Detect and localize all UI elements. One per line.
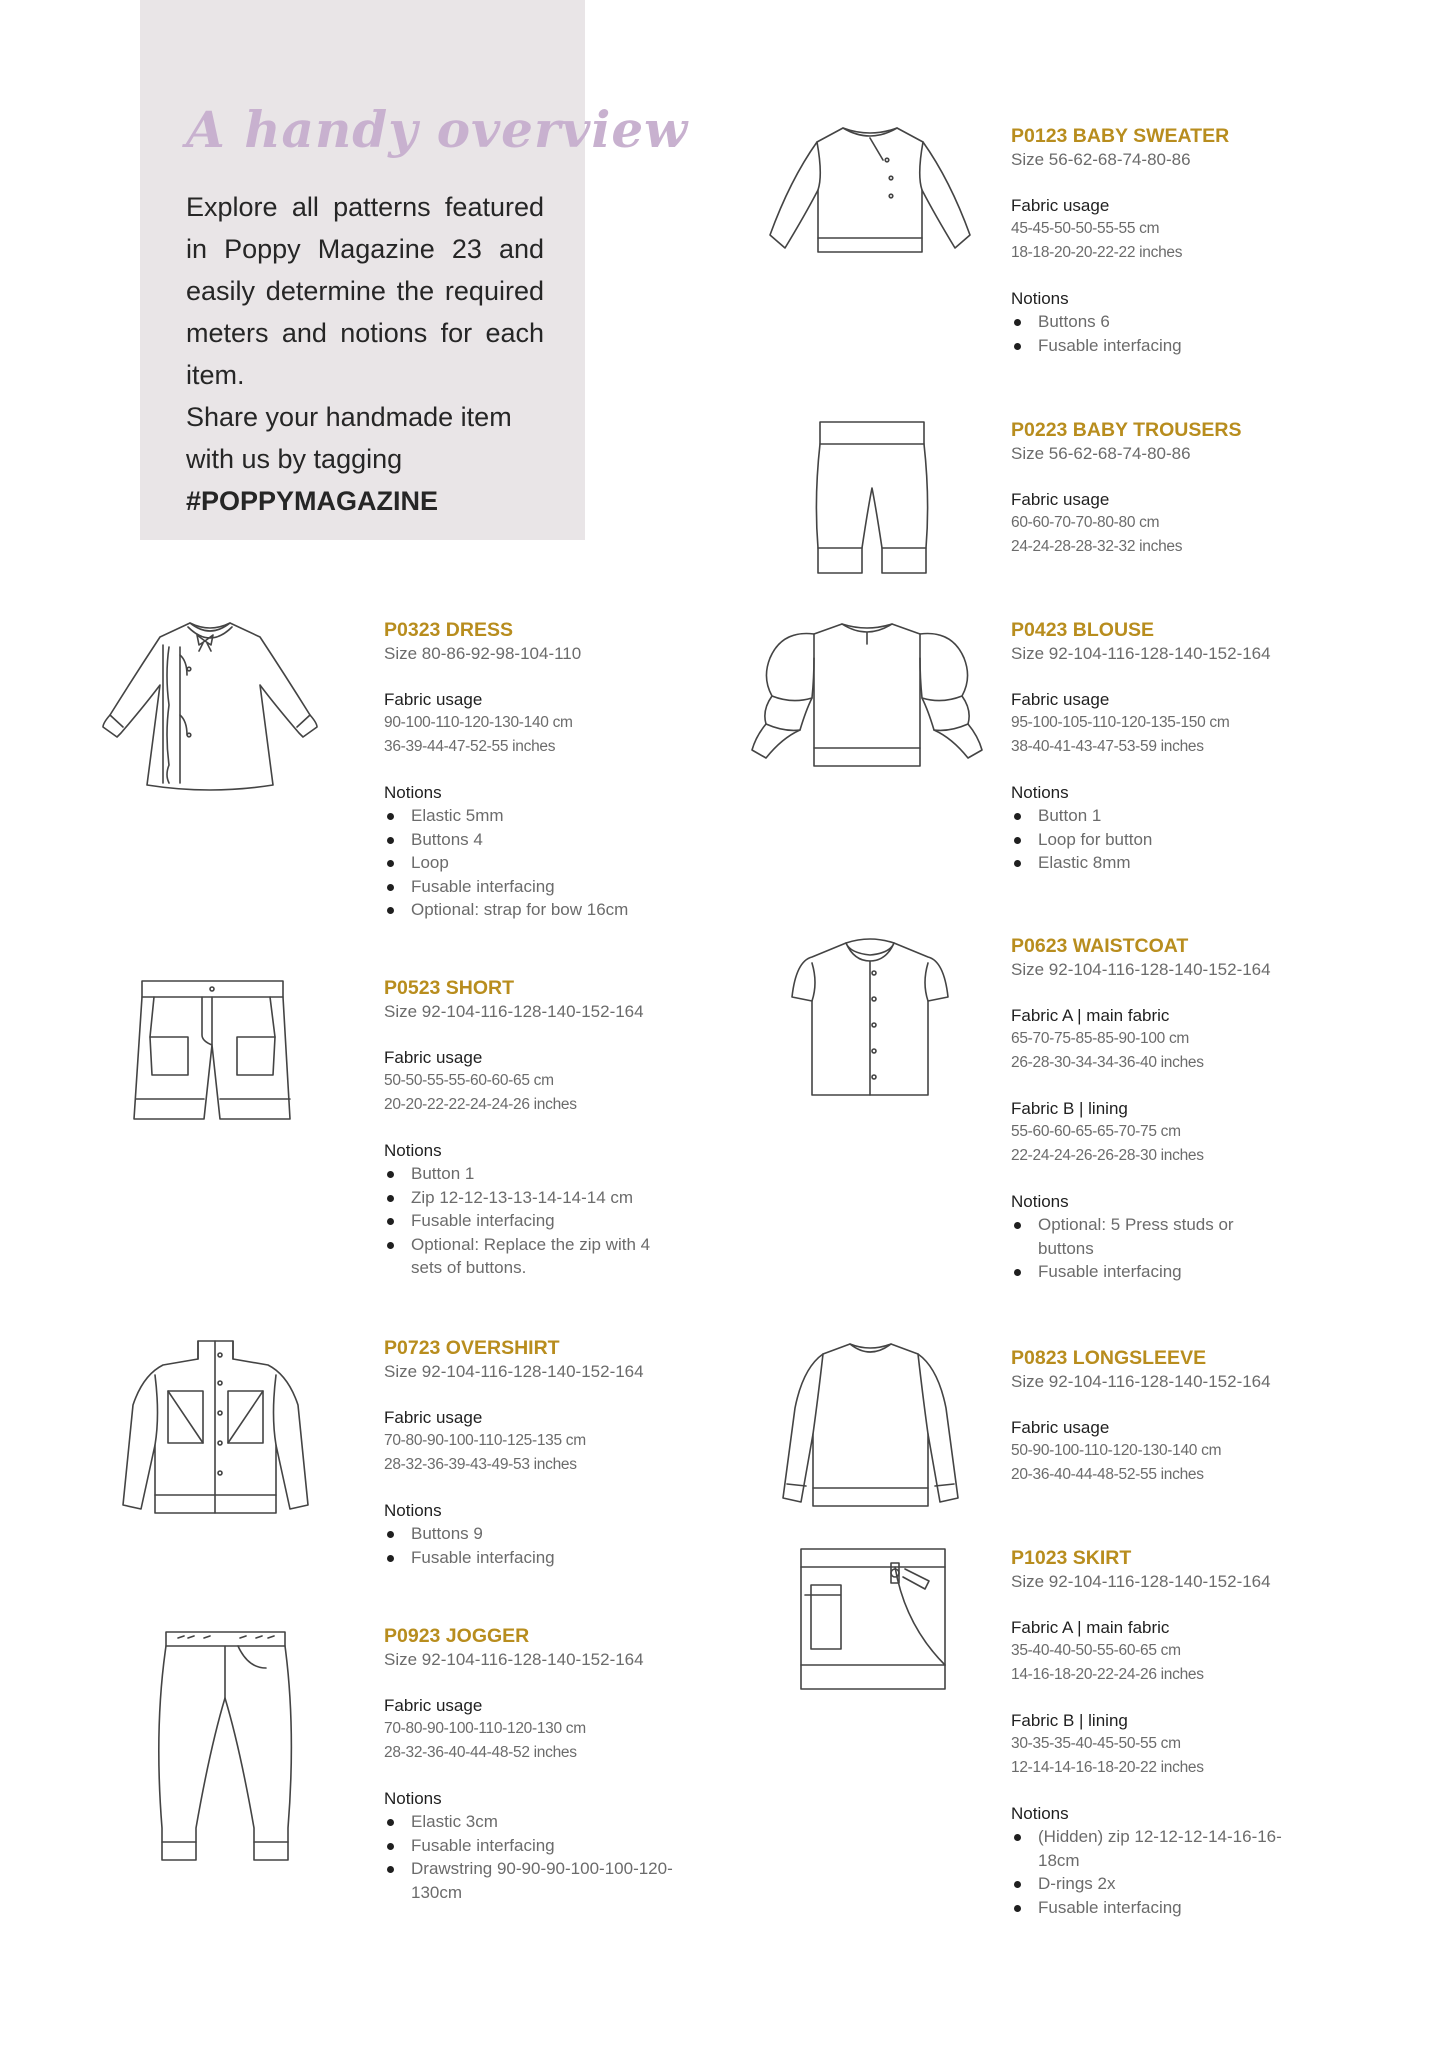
intro-share [186, 396, 556, 522]
fabric-b-label: Fabric B | lining [1011, 1711, 1128, 1730]
fabric-a-inches: 14-16-18-20-22-24-26 inches [1011, 1665, 1204, 1683]
notion-item: Fusable interfacing [384, 1209, 684, 1233]
fabric-a-cm: 65-70-75-85-85-90-100 cm [1011, 1030, 1190, 1047]
notion-item: Elastic 8mm [1011, 851, 1311, 875]
pattern-size: Size 92-104-116-128-140-152-164 [384, 1650, 644, 1669]
notion-item: Buttons 9 [384, 1522, 684, 1546]
pattern-p0823 [1011, 1346, 1311, 1486]
pattern-p0923 [384, 1624, 684, 1904]
fabric-a-label: Fabric A | main fabric [1011, 1618, 1170, 1637]
fabric-inches: 18-18-20-20-22-22 inches [1011, 243, 1183, 261]
intro-text: Explore all patterns featured in Poppy Magazine 23 and easily determine the required meters and notions for each item. [186, 192, 544, 390]
pattern-size: Size 92-104-116-128-140-152-164 [1011, 1572, 1271, 1591]
fabric-cm: 50-50-55-55-60-60-65 cm [384, 1072, 554, 1089]
fabric-inches: 20-20-22-22-24-24-26 inches [384, 1095, 577, 1113]
pattern-title: P0623 WAISTCOAT [1011, 935, 1189, 957]
fabric-b-cm: 55-60-60-65-65-70-75 cm [1011, 1123, 1181, 1140]
baby-sweater-sketch [765, 120, 975, 260]
pattern-title: P0523 SHORT [384, 977, 515, 999]
fabric-cm: 95-100-105-110-120-135-150 cm [1011, 714, 1230, 731]
fabric-cm: 70-80-90-100-110-125-135 cm [384, 1432, 586, 1449]
notions-list [384, 1810, 684, 1904]
notions-list [384, 1522, 684, 1569]
fabric-usage-label: Fabric usage [384, 690, 483, 709]
pattern-size: Size 92-104-116-128-140-152-164 [384, 1002, 644, 1021]
blouse-sketch [742, 618, 992, 768]
intro-box [140, 0, 689, 540]
baby-trousers-sketch [812, 418, 932, 576]
pattern-p0123 [1011, 124, 1311, 357]
pattern-p0223 [1011, 418, 1311, 558]
notions-label: Notions [1011, 1192, 1069, 1211]
intro-share-text: Share your handmade item with us by tagging [186, 402, 512, 474]
fabric-usage-label: Fabric usage [1011, 196, 1110, 215]
fabric-inches: 36-39-44-47-52-55 inches [384, 737, 556, 755]
waistcoat-sketch [788, 933, 953, 1098]
pattern-p1023 [1011, 1546, 1311, 1919]
intro-title: A handy overview [186, 100, 689, 159]
pattern-size: Size 56-62-68-74-80-86 [1011, 444, 1191, 463]
notion-item: Fusable interfacing [384, 1834, 684, 1858]
pattern-size: Size 92-104-116-128-140-152-164 [1011, 644, 1271, 663]
notions-list [1011, 310, 1311, 357]
pattern-title: P0123 BABY SWEATER [1011, 125, 1230, 147]
fabric-usage-label: Fabric usage [1011, 690, 1110, 709]
notion-item: Optional: 5 Press studs or buttons [1011, 1213, 1268, 1260]
fabric-cm: 50-90-100-110-120-130-140 cm [1011, 1442, 1222, 1459]
pattern-size: Size 56-62-68-74-80-86 [1011, 150, 1191, 169]
fabric-cm: 60-60-70-70-80-80 cm [1011, 514, 1160, 531]
fabric-cm: 90-100-110-120-130-140 cm [384, 714, 573, 731]
skirt-sketch [795, 1545, 970, 1693]
overshirt-sketch [118, 1335, 313, 1525]
fabric-b-cm: 30-35-35-40-45-50-55 cm [1011, 1735, 1181, 1752]
notion-item: Loop [384, 851, 684, 875]
dress-sketch [95, 615, 325, 795]
fabric-inches: 24-24-28-28-32-32 inches [1011, 537, 1183, 555]
notions-list [1011, 1825, 1311, 1919]
notion-item: Zip 12-12-13-13-14-14-14 cm [384, 1186, 684, 1210]
pattern-title: P0923 JOGGER [384, 1625, 530, 1647]
pattern-title: P0723 OVERSHIRT [384, 1337, 560, 1359]
fabric-inches: 28-32-36-40-44-48-52 inches [384, 1743, 577, 1761]
fabric-a-inches: 26-28-30-34-34-36-40 inches [1011, 1053, 1204, 1071]
fabric-b-label: Fabric B | lining [1011, 1099, 1128, 1118]
notion-item: D-rings 2x [1011, 1872, 1311, 1896]
pattern-title: P0823 LONGSLEEVE [1011, 1347, 1207, 1369]
pattern-p0623 [1011, 934, 1311, 1284]
notions-label: Notions [384, 783, 442, 802]
notion-item: Button 1 [384, 1162, 684, 1186]
fabric-cm: 70-80-90-100-110-120-130 cm [384, 1720, 586, 1737]
notion-item: Fusable interfacing [384, 875, 684, 899]
notion-item: Fusable interfacing [384, 1546, 684, 1570]
short-sketch [130, 975, 295, 1123]
notion-item: Drawstring 90-90-90-100-100-120-130cm [384, 1857, 681, 1904]
fabric-b-inches: 22-24-24-26-26-28-30 inches [1011, 1146, 1204, 1164]
notion-item: Fusable interfacing [1011, 1896, 1311, 1920]
fabric-b-inches: 12-14-14-16-18-20-22 inches [1011, 1758, 1204, 1776]
fabric-usage-label: Fabric usage [384, 1696, 483, 1715]
notion-item: Optional: Replace the zip with 4 sets of buttons. [384, 1233, 681, 1280]
notion-item: Buttons 4 [384, 828, 684, 852]
pattern-p0323 [384, 618, 684, 922]
fabric-inches: 20-36-40-44-48-52-55 inches [1011, 1465, 1204, 1483]
pattern-title: P1023 SKIRT [1011, 1547, 1132, 1569]
notions-label: Notions [384, 1789, 442, 1808]
fabric-usage-label: Fabric usage [384, 1408, 483, 1427]
notion-item: Elastic 5mm [384, 804, 684, 828]
notions-list [384, 804, 684, 922]
notions-list [384, 1162, 684, 1280]
fabric-cm: 45-45-50-50-55-55 cm [1011, 220, 1160, 237]
pattern-title: P0423 BLOUSE [1011, 619, 1155, 641]
notions-label: Notions [384, 1501, 442, 1520]
notion-item: Buttons 6 [1011, 310, 1311, 334]
notion-item: Button 1 [1011, 804, 1311, 828]
notions-label: Notions [384, 1141, 442, 1160]
pattern-size: Size 92-104-116-128-140-152-164 [1011, 960, 1271, 979]
notion-item: (Hidden) zip 12-12-12-14-16-16-18cm [1011, 1825, 1308, 1872]
pattern-p0423 [1011, 618, 1311, 875]
notions-label: Notions [1011, 289, 1069, 308]
longsleeve-sketch [778, 1338, 963, 1510]
notion-item: Loop for button [1011, 828, 1311, 852]
fabric-usage-label: Fabric usage [384, 1048, 483, 1067]
pattern-p0723 [384, 1336, 684, 1569]
fabric-a-cm: 35-40-40-50-55-60-65 cm [1011, 1642, 1181, 1659]
pattern-title: P0323 DRESS [384, 619, 513, 641]
fabric-usage-label: Fabric usage [1011, 1418, 1110, 1437]
fabric-inches: 38-40-41-43-47-53-59 inches [1011, 737, 1204, 755]
pattern-size: Size 92-104-116-128-140-152-164 [1011, 1372, 1271, 1391]
pattern-p0523 [384, 976, 684, 1280]
pattern-title: P0223 BABY TROUSERS [1011, 419, 1242, 441]
notions-label: Notions [1011, 783, 1069, 802]
notion-item: Fusable interfacing [1011, 334, 1311, 358]
jogger-sketch [148, 1628, 303, 1866]
fabric-usage-label: Fabric usage [1011, 490, 1110, 509]
notions-list [1011, 1213, 1311, 1284]
hashtag: #POPPYMAGAZINE [186, 486, 439, 516]
notion-item: Fusable interfacing [1011, 1260, 1311, 1284]
notion-item: Elastic 3cm [384, 1810, 684, 1834]
notion-item: Optional: strap for bow 16cm [384, 898, 684, 922]
fabric-a-label: Fabric A | main fabric [1011, 1006, 1170, 1025]
notions-list [1011, 804, 1311, 875]
notions-label: Notions [1011, 1804, 1069, 1823]
fabric-inches: 28-32-36-39-43-49-53 inches [384, 1455, 577, 1473]
pattern-size: Size 80-86-92-98-104-110 [384, 644, 582, 663]
pattern-size: Size 92-104-116-128-140-152-164 [384, 1362, 644, 1381]
